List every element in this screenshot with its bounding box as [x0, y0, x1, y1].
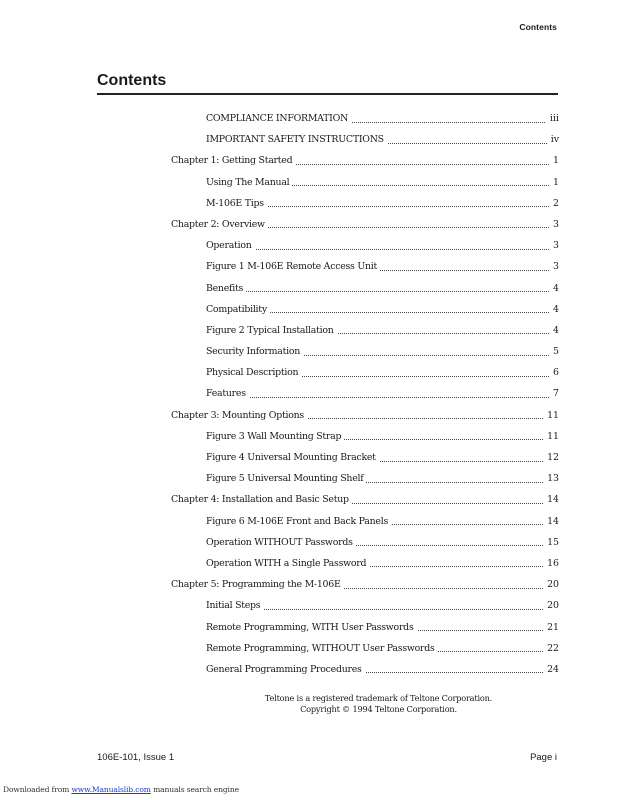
running-head: Contents	[519, 22, 557, 32]
toc-entry-page: 3	[549, 217, 559, 233]
toc-chapter-entry[interactable]	[171, 217, 559, 238]
toc-entry-label: Chapter 3: Mounting Options	[171, 408, 307, 424]
toc-entry-label: General Programming Procedures	[206, 662, 365, 678]
toc-entry[interactable]	[206, 132, 559, 153]
toc-entry-page: 14	[543, 492, 559, 508]
toc-entry[interactable]	[206, 429, 559, 450]
toc-chapter-entry[interactable]	[171, 408, 559, 429]
toc-entry-label: Remote Programming, WITH User Passwords	[206, 620, 417, 636]
toc-entry-page: 11	[543, 429, 559, 445]
toc-entry-page: iv	[547, 132, 559, 148]
footer-document-id: 106E-101, Issue 1	[97, 752, 175, 763]
footer-page-number: Page i	[530, 752, 557, 763]
toc-entry[interactable]	[206, 344, 559, 365]
toc-entry-label: Chapter 5: Programming the M-106E	[171, 577, 344, 593]
toc-entry-page: 7	[549, 386, 559, 402]
toc-chapter-entry[interactable]	[171, 153, 559, 174]
toc-entry-page: 3	[549, 259, 559, 275]
toc-entry-page: 16	[543, 556, 559, 572]
toc-entry-label: Operation	[206, 238, 255, 254]
toc-chapter-entry[interactable]	[171, 492, 559, 513]
toc-entry-label: Figure 6 M-106E Front and Back Panels	[206, 514, 391, 530]
toc-entry-page: 14	[543, 514, 559, 530]
toc-entry-label: Initial Steps	[206, 598, 263, 614]
dot-leader	[206, 291, 559, 292]
toc-entry[interactable]	[206, 323, 559, 344]
toc-entry[interactable]	[206, 111, 559, 132]
toc-entry-label: Figure 2 Typical Installation	[206, 323, 337, 339]
toc-entry[interactable]	[206, 471, 559, 492]
toc-entry[interactable]	[206, 662, 559, 683]
toc-entry[interactable]	[206, 514, 559, 535]
toc-entry-label: Operation WITHOUT Passwords	[206, 535, 356, 551]
table-of-contents	[0, 111, 619, 683]
download-notice	[3, 785, 239, 794]
toc-entry-label: Physical Description	[206, 365, 301, 381]
toc-entry-label: Features	[206, 386, 249, 402]
title-rule	[97, 93, 558, 95]
toc-entry-label: Chapter 4: Installation and Basic Setup	[171, 492, 352, 508]
toc-entry-page: 4	[549, 323, 559, 339]
toc-entry-label: Operation WITH a Single Password	[206, 556, 369, 572]
toc-entry-label: Compatibility	[206, 302, 270, 318]
toc-entry-label: COMPLIANCE INFORMATION	[206, 111, 351, 127]
toc-entry-label: Chapter 1: Getting Started	[171, 153, 295, 169]
toc-entry-label: Figure 5 Universal Mounting Shelf	[206, 471, 366, 487]
toc-entry-label: Figure 4 Universal Mounting Bracket	[206, 450, 379, 466]
toc-entry-page: 5	[549, 344, 559, 360]
toc-entry-page: 11	[543, 408, 559, 424]
toc-entry-label: Figure 1 M-106E Remote Access Unit	[206, 259, 380, 275]
toc-entry-page: 13	[543, 471, 559, 487]
toc-entry-page: 20	[543, 577, 559, 593]
dot-leader	[206, 397, 559, 398]
toc-entry[interactable]	[206, 641, 559, 662]
toc-entry-page: 6	[549, 365, 559, 381]
toc-entry-page: 2	[549, 196, 559, 212]
toc-entry[interactable]	[206, 450, 559, 471]
toc-entry[interactable]	[206, 281, 559, 302]
toc-entry-label: Chapter 2: Overview	[171, 217, 268, 233]
toc-entry[interactable]	[206, 259, 559, 280]
toc-entry-page: 1	[549, 153, 559, 169]
toc-entry[interactable]	[206, 620, 559, 641]
toc-entry-page: 24	[543, 662, 559, 678]
toc-entry-label: Using The Manual	[206, 175, 292, 191]
copyright-line: Copyright © 1994 Teltone Corporation.	[300, 704, 457, 714]
toc-entry-label: M-106E Tips	[206, 196, 267, 212]
page-title: Contents	[97, 72, 167, 89]
toc-entry-page: 20	[543, 598, 559, 614]
toc-entry-page: 3	[549, 238, 559, 254]
toc-entry[interactable]	[206, 386, 559, 407]
dot-leader	[206, 249, 559, 250]
toc-entry-page: 4	[549, 281, 559, 297]
download-suffix: manuals search engine	[150, 785, 239, 794]
toc-entry-page: 22	[543, 641, 559, 657]
toc-entry[interactable]	[206, 175, 559, 196]
toc-entry-page: 12	[543, 450, 559, 466]
toc-entry[interactable]	[206, 196, 559, 217]
toc-entry-page: 1	[549, 175, 559, 191]
toc-chapter-entry[interactable]	[171, 577, 559, 598]
toc-entry[interactable]	[206, 238, 559, 259]
toc-entry[interactable]	[206, 556, 559, 577]
trademark-notice	[0, 693, 619, 715]
toc-entry[interactable]	[206, 365, 559, 386]
toc-entry-page: 21	[543, 620, 559, 636]
toc-entry-label: IMPORTANT SAFETY INSTRUCTIONS	[206, 132, 387, 148]
toc-entry-page: 4	[549, 302, 559, 318]
toc-entry-label: Benefits	[206, 281, 246, 297]
toc-entry-page: 15	[543, 535, 559, 551]
download-prefix: Downloaded from	[3, 785, 72, 794]
toc-entry-label: Figure 3 Wall Mounting Strap	[206, 429, 344, 445]
toc-entry[interactable]	[206, 535, 559, 556]
toc-entry[interactable]	[206, 598, 559, 619]
toc-entry-label: Remote Programming, WITHOUT User Passwords	[206, 641, 438, 657]
toc-entry-label: Security Information	[206, 344, 303, 360]
toc-entry[interactable]	[206, 302, 559, 323]
trademark-line: Teltone is a registered trademark of Teltone Corporation.	[264, 693, 493, 703]
toc-entry-page: iii	[546, 111, 559, 127]
manualslib-link[interactable]: www.Manualslib.com	[71, 785, 151, 794]
